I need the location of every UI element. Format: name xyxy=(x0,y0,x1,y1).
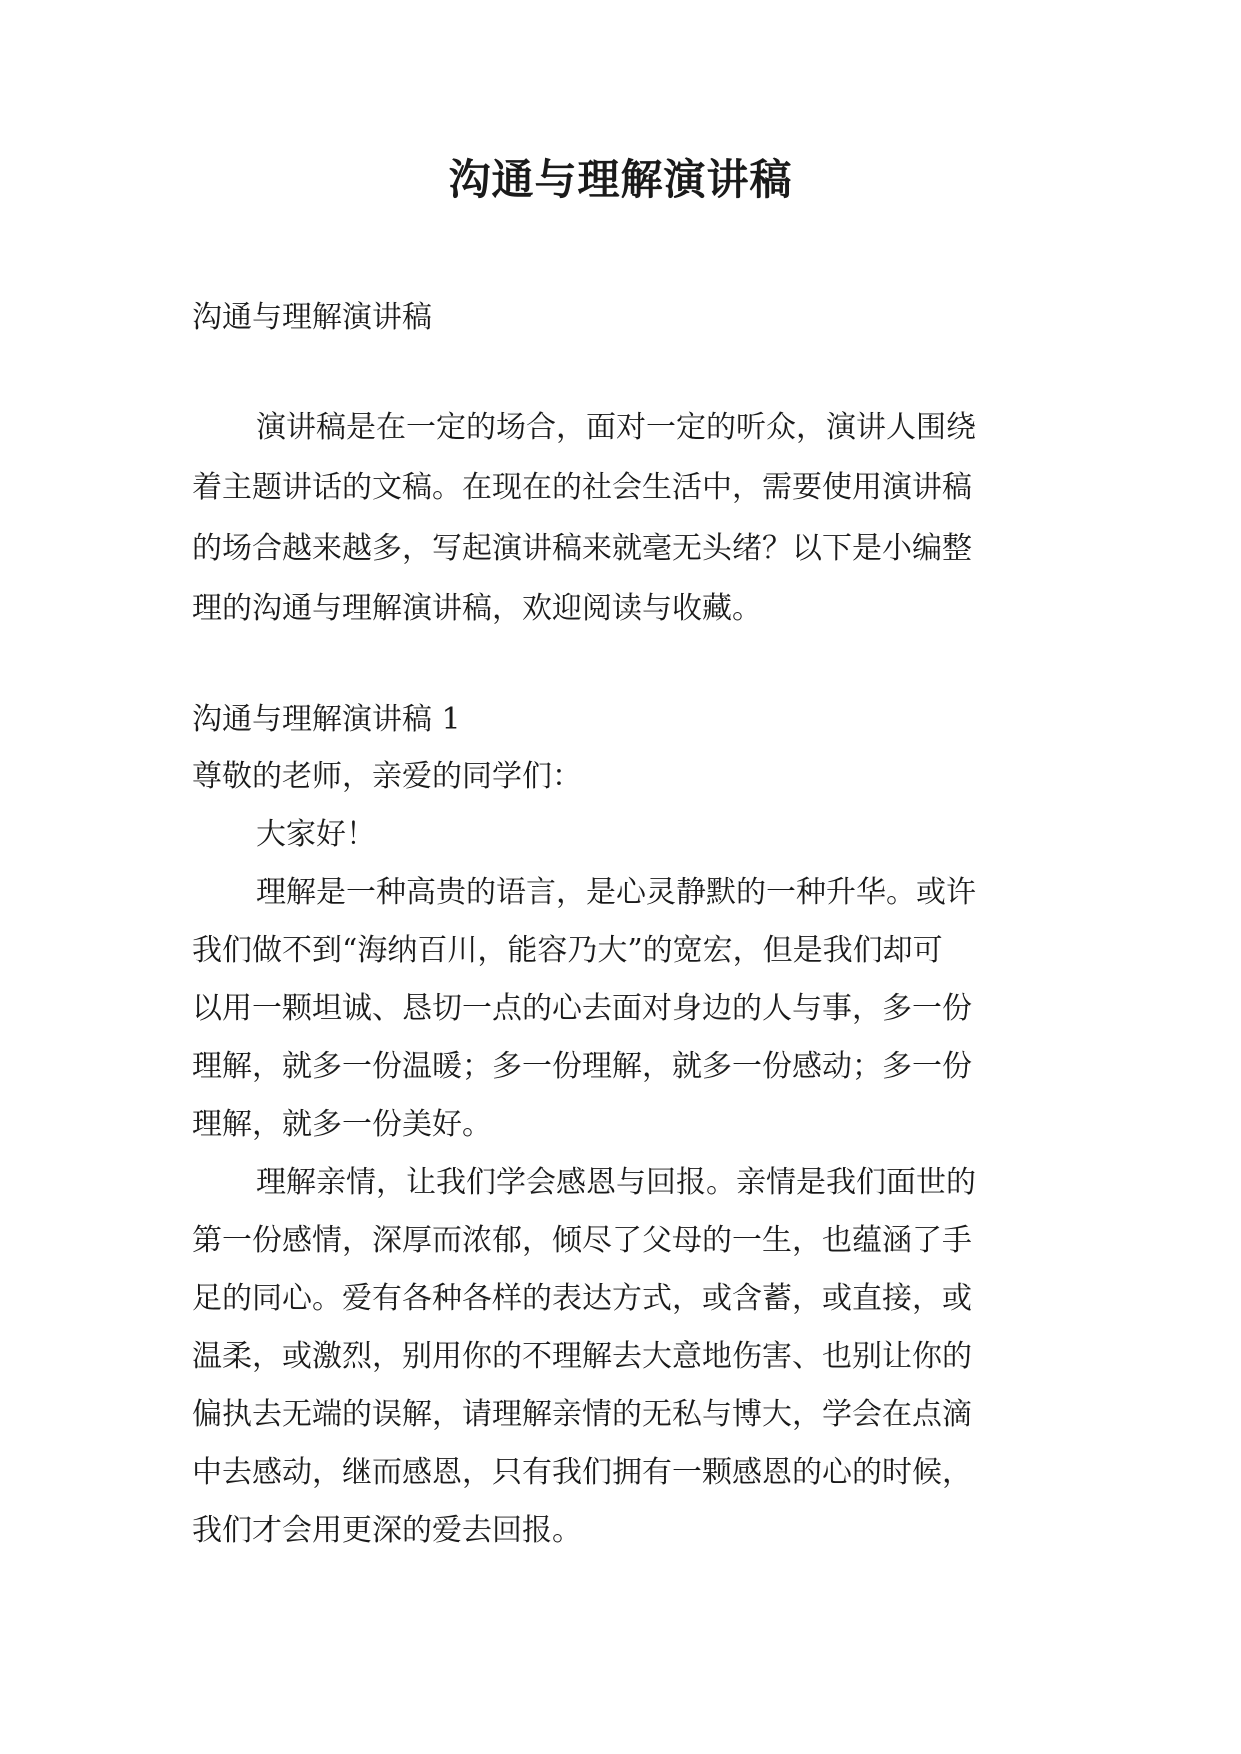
paragraph-line: 理解是一种高贵的语言，是心灵静默的一种升华。或许 xyxy=(256,875,976,910)
intro-line: 的场合越来越多，写起演讲稿来就毫无头绪？以下是小编整 xyxy=(192,531,972,566)
paragraph-line: 我们才会用更深的爱去回报。 xyxy=(192,1513,582,1548)
document-subtitle: 沟通与理解演讲稿 xyxy=(192,300,432,335)
paragraph-line: 第一份感情，深厚而浓郁，倾尽了父母的一生，也蕴涵了手 xyxy=(192,1223,972,1258)
intro-line: 理的沟通与理解演讲稿，欢迎阅读与收藏。 xyxy=(192,591,762,626)
paragraph-line: 理解，就多一份温暖；多一份理解，就多一份感动；多一份 xyxy=(192,1049,972,1084)
paragraph-line: 足的同心。爱有各种各样的表达方式，或含蓄，或直接，或 xyxy=(192,1281,972,1316)
paragraph-line: 偏执去无端的误解，请理解亲情的无私与博大，学会在点滴 xyxy=(192,1397,972,1432)
paragraph-line: 我们做不到“海纳百川，能容乃大”的宽宏，但是我们却可 xyxy=(192,933,943,968)
paragraph-line: 以用一颗坦诚、恳切一点的心去面对身边的人与事，多一份 xyxy=(192,991,972,1026)
paragraph-line: 理解亲情，让我们学会感恩与回报。亲情是我们面世的 xyxy=(256,1165,976,1200)
intro-line: 着主题讲话的文稿。在现在的社会生活中，需要使用演讲稿 xyxy=(192,470,972,505)
paragraph-line: 理解，就多一份美好。 xyxy=(192,1107,492,1142)
paragraph-line: 中去感动，继而感恩，只有我们拥有一颗感恩的心的时候， xyxy=(192,1455,972,1490)
greeting: 大家好！ xyxy=(256,817,376,852)
section-heading: 沟通与理解演讲稿 1 xyxy=(192,702,461,737)
document-title: 沟通与理解演讲稿 xyxy=(448,155,793,204)
paragraph-line: 温柔，或激烈，别用你的不理解去大意地伤害、也别让你的 xyxy=(192,1339,972,1374)
intro-line: 演讲稿是在一定的场合，面对一定的听众，演讲人围绕 xyxy=(256,410,976,445)
salutation: 尊敬的老师，亲爱的同学们： xyxy=(192,759,582,794)
